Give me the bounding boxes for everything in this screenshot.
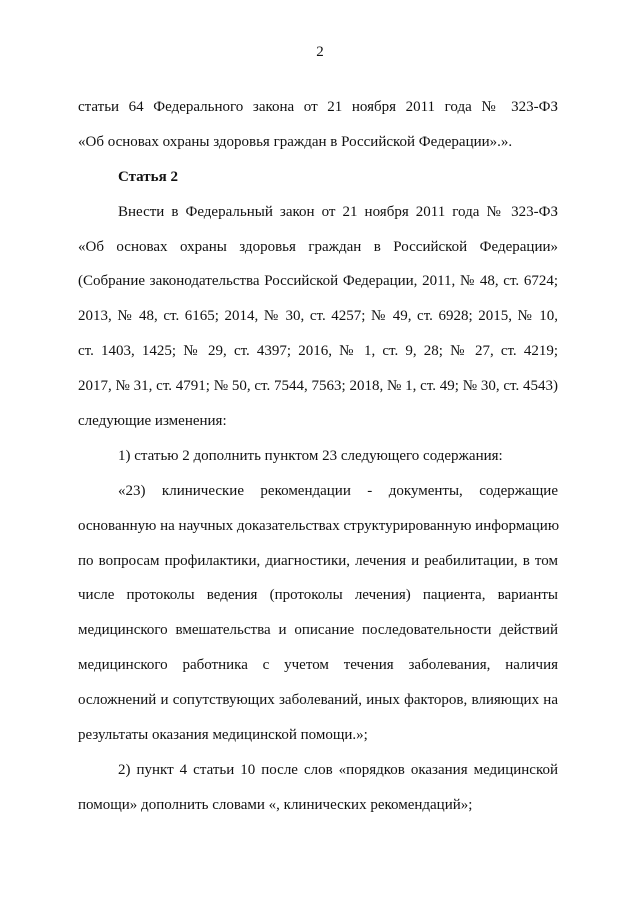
- text-line: медицинского работника с учетом течения заболевания, наличия: [78, 657, 558, 674]
- text-line: по вопросам профилактики, диагностики, лечения и реабилитации, в том: [78, 552, 558, 569]
- text-line: «Об основах охраны здоровья граждан в Российской Федерации»: [78, 238, 558, 255]
- text-line: числе протоколы ведения (протоколы лечения) пациента, варианты: [78, 587, 558, 604]
- article-heading: Статья 2: [118, 168, 178, 185]
- text-line: (Собрание законодательства Российской Федерации, 2011, № 48, ст. 6724;: [78, 273, 558, 290]
- list-item-1: [78, 439, 558, 474]
- text-line: следующие изменения:: [78, 413, 227, 430]
- text-line: основанную на научных доказательствах структурированную информацию: [78, 517, 560, 534]
- quoted-definition-23: [78, 474, 558, 753]
- document-body: [78, 90, 558, 823]
- text-line: 2) пункт 4 статьи 10 после слов «порядков оказания медицинской: [118, 761, 558, 778]
- page-number: 2: [316, 44, 324, 60]
- text-line: 2017, № 31, ст. 4791; № 50, ст. 7544, 7563; 2018, № 1, ст. 49; № 30, ст. 4543): [78, 378, 558, 395]
- text-line: результаты оказания медицинской помощи.»;: [78, 727, 368, 744]
- text-line: Внести в Федеральный закон от 21 ноября 2011 года № 323-ФЗ: [118, 203, 558, 220]
- text-line: «Об основах охраны здоровья граждан в Российской Федерации».».: [78, 133, 513, 150]
- text-line: помощи» дополнить словами «, клинических рекомендаций»;: [78, 796, 473, 813]
- text-line: 1) статью 2 дополнить пунктом 23 следующего содержания:: [118, 447, 503, 464]
- text-line: «23) клинические рекомендации - документы, содержащие: [118, 482, 558, 499]
- paragraph-article2-intro: [78, 195, 558, 439]
- text-line: статьи 64 Федерального закона от 21 ноября 2011 года № 323-ФЗ: [78, 99, 558, 115]
- paragraph-continuation: [78, 90, 558, 160]
- text-line: 2013, № 48, ст. 6165; 2014, № 30, ст. 4257; № 49, ст. 6928; 2015, № 10,: [78, 308, 558, 325]
- text-line: ст. 1403, 1425; № 29, ст. 4397; 2016, № 1, ст. 9, 28; № 27, ст. 4219;: [78, 343, 558, 360]
- text-line: медицинского вмешательства и описание последовательности действий: [78, 622, 558, 639]
- list-item-2: [78, 753, 558, 823]
- text-line: осложнений и сопутствующих заболеваний, иных факторов, влияющих на: [78, 692, 558, 709]
